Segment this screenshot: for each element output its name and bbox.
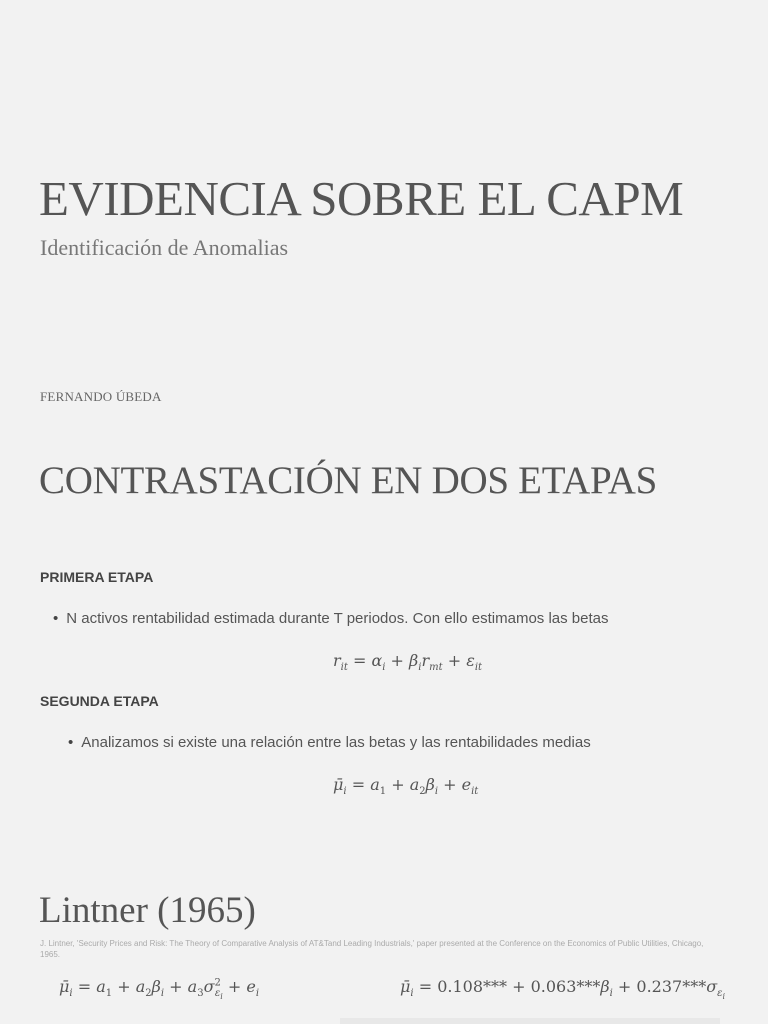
equation-lintner-model: $\mū_i = a_1 + a_2\beta_i + a_3\sigma^2_{\varepsilon_i} + e_i$: [59, 977, 260, 1002]
equation-second-stage: $\mū_i = a_1 + a_2\beta_i + e_{it}$: [333, 775, 479, 798]
presentation-subtitle: Identificación de Anomalias: [40, 235, 289, 260]
stage2-heading: SEGUNDA ETAPA: [40, 693, 159, 709]
lintner-title: Lintner (1965): [39, 890, 256, 931]
bullet-dot: •: [53, 610, 59, 627]
next-slide-preview: [340, 1018, 720, 1024]
bullet-dot: •: [68, 734, 74, 751]
stage2-bullet-text: Analizamos si existe una relación entre las betas y las rentabilidades medias: [81, 734, 591, 751]
equation-first-stage: $r_{it} = \alpha_i + \beta_ir_{mt} + \varepsilon_{it}$: [333, 651, 483, 674]
stage1-bullet: [53, 610, 609, 627]
lintner-citation: J. Lintner, 'Security Prices and Risk: The Theory of Comparative Analysis of AT&Tand Leading Industrials,' paper presented at the Conference on the Economics of Public Utilities, Chicago, 1965.: [40, 939, 704, 959]
presentation-title: EVIDENCIA SOBRE EL CAPM: [39, 171, 684, 226]
author-name: FERNANDO ÚBEDA: [40, 389, 162, 404]
equation-lintner-estimate: $\mū_i = 0.108*** + 0.063***\beta_i + 0.237***\sigma_{\varepsilon_i}$: [400, 977, 726, 1002]
section-title: CONTRASTACIÓN EN DOS ETAPAS: [39, 459, 658, 502]
stage2-bullet: [68, 734, 591, 751]
stage1-bullet-text: N activos rentabilidad estimada durante T periodos. Con ello estimamos las betas: [66, 610, 609, 627]
stage1-heading: PRIMERA ETAPA: [40, 569, 154, 585]
